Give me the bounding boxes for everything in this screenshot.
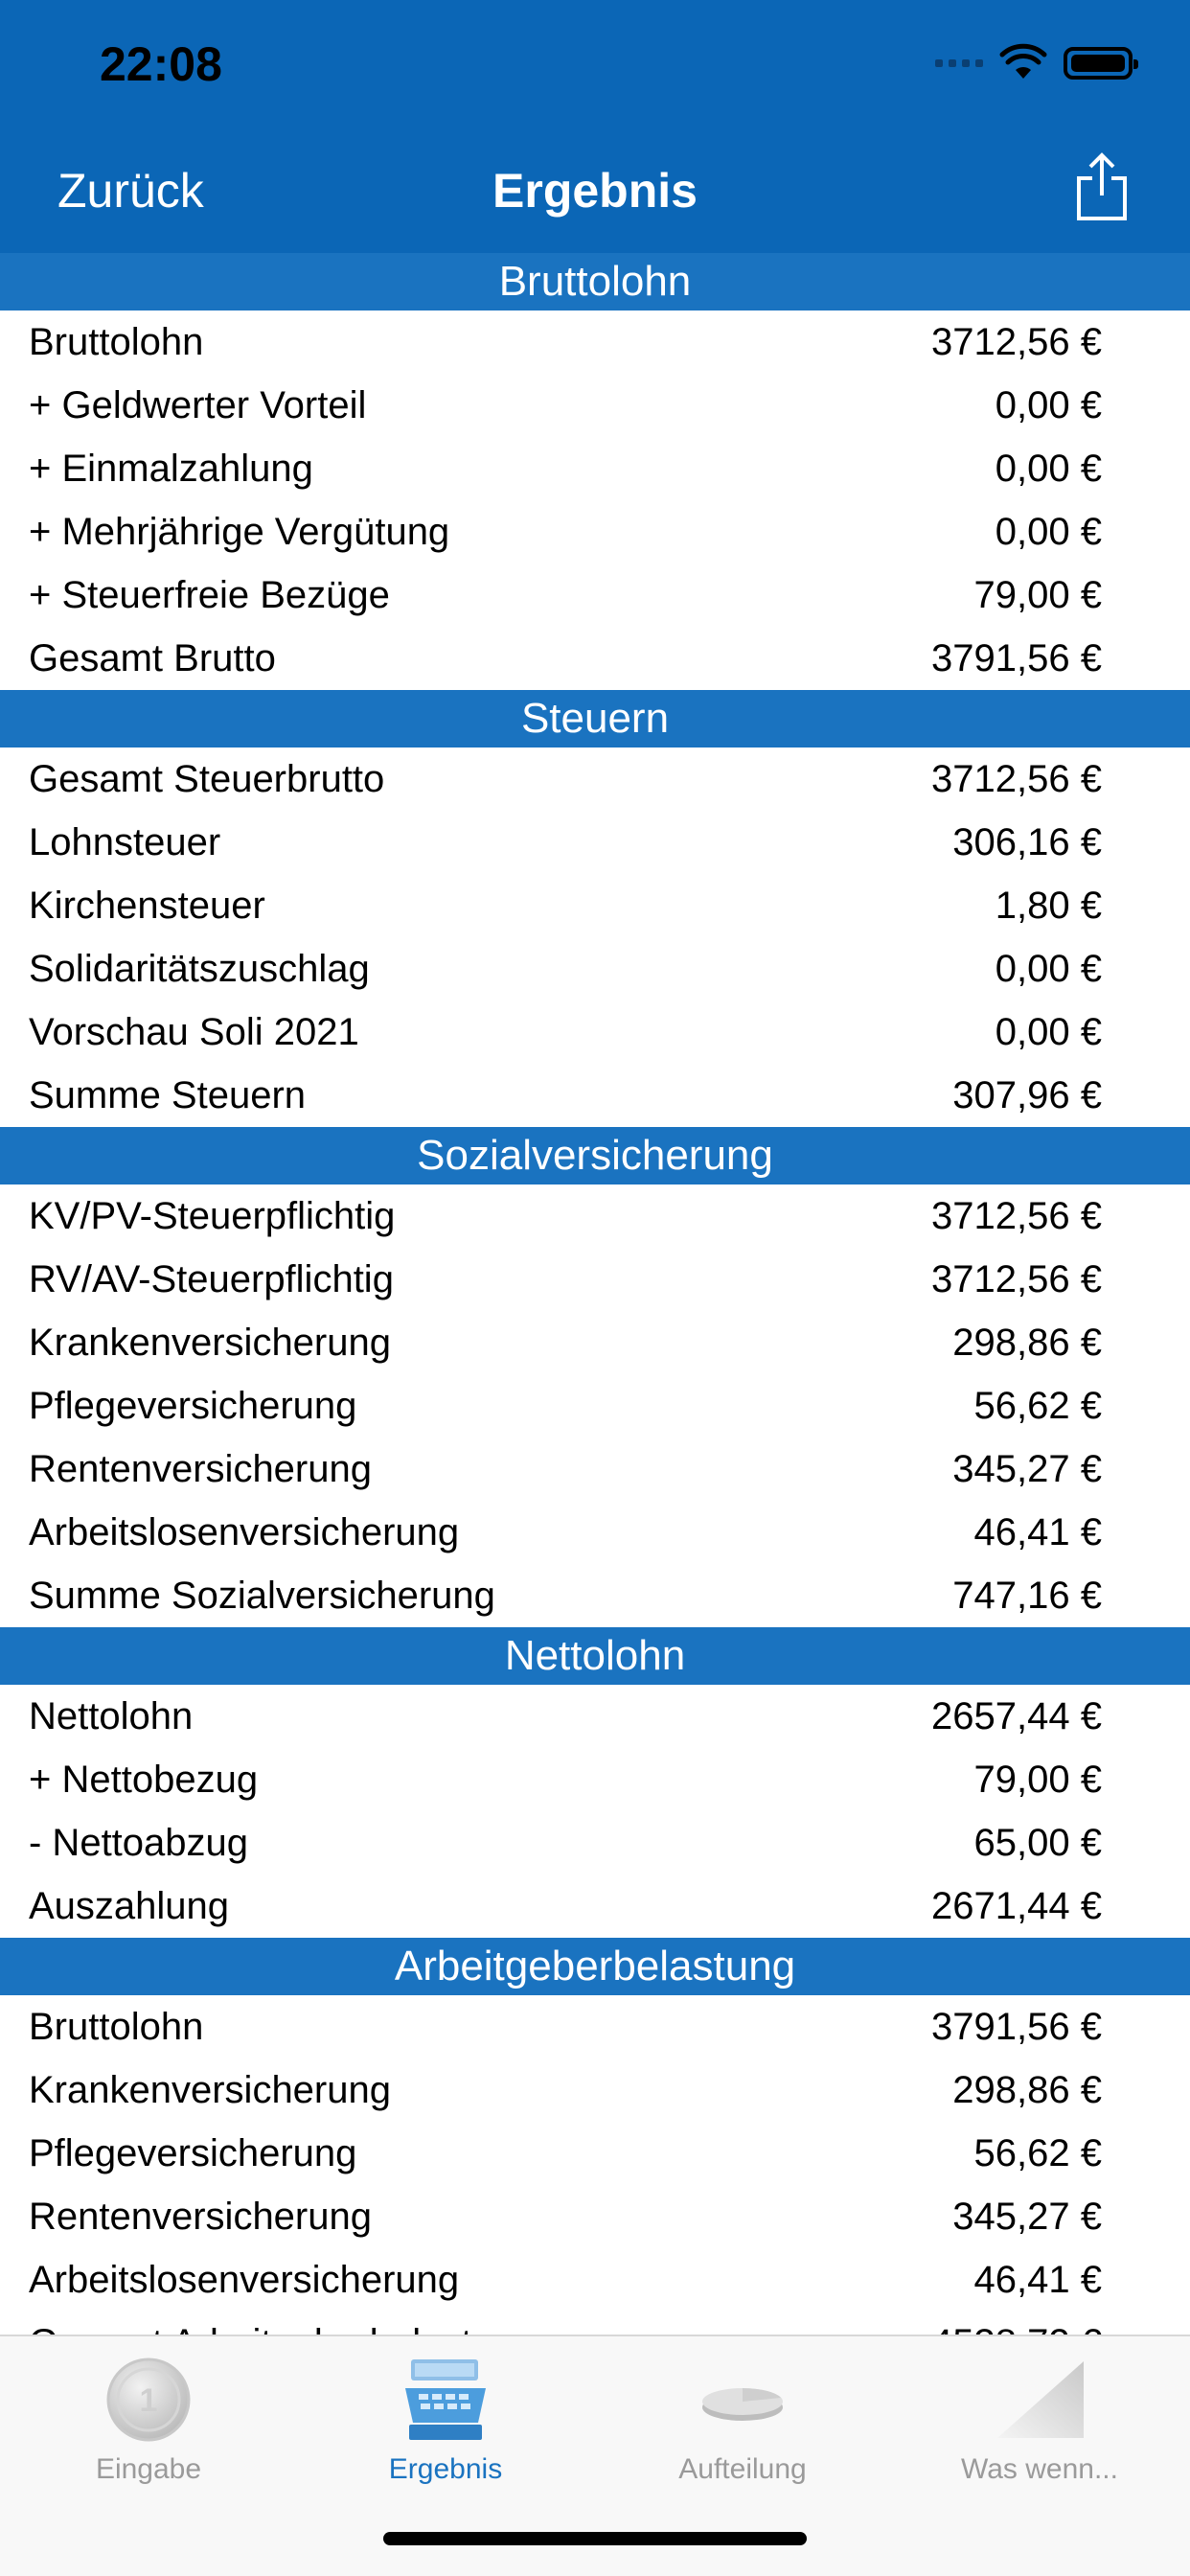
row-label: + Steuerfreie Bezüge (29, 573, 390, 616)
section-arbeitgeberbelastung (0, 1938, 1190, 2375)
tab-label: Aufteilung (678, 2453, 807, 2485)
cash-register-icon (398, 2354, 493, 2446)
row-label: Gesamt Brutto (29, 636, 276, 679)
section-header: Nettolohn (0, 1627, 1190, 1685)
section-header: Sozialversicherung (0, 1127, 1190, 1184)
list-row (0, 1311, 1190, 1374)
row-label: Gesamt Steuerbrutto (29, 757, 385, 800)
row-value: 3791,56 € (931, 636, 1102, 679)
list-row (0, 1000, 1190, 1064)
row-label: - Nettoabzug (29, 1821, 249, 1864)
list-row (0, 374, 1190, 437)
row-value: 345,27 € (952, 1447, 1102, 1490)
row-value: 3712,56 € (931, 1257, 1102, 1300)
navigation-header (0, 0, 1190, 253)
row-label: Pflegeversicherung (29, 1384, 357, 1427)
wifi-icon (1000, 46, 1046, 80)
row-value: 3791,56 € (931, 2005, 1102, 2048)
row-value: 0,00 € (995, 447, 1102, 490)
list-row (0, 1438, 1190, 1501)
row-label: Kirchensteuer (29, 884, 265, 927)
list-row (0, 500, 1190, 564)
row-label: KV/PV-Steuerpflichtig (29, 1194, 396, 1237)
page-title: Ergebnis (492, 164, 698, 218)
row-value: 306,16 € (952, 820, 1102, 863)
row-label: + Nettobezug (29, 1758, 259, 1801)
list-row (0, 564, 1190, 627)
section-header: Arbeitgeberbelastung (0, 1938, 1190, 1995)
list-row (0, 937, 1190, 1000)
row-value: 79,00 € (973, 573, 1102, 616)
row-label: + Einmalzahlung (29, 447, 313, 490)
list-row (0, 1811, 1190, 1874)
section-bruttolohn (0, 253, 1190, 690)
row-value: 79,00 € (973, 1758, 1102, 1801)
row-label: Nettolohn (29, 1694, 194, 1737)
row-value: 345,27 € (952, 2195, 1102, 2238)
row-label: Summe Steuern (29, 1073, 307, 1116)
list-row (0, 437, 1190, 500)
row-label: Arbeitslosenversicherung (29, 2258, 460, 2301)
section-steuern (0, 690, 1190, 1127)
row-value: 0,00 € (995, 1010, 1102, 1053)
list-row (0, 1064, 1190, 1127)
list-row (0, 811, 1190, 874)
row-label: RV/AV-Steuerpflichtig (29, 1257, 394, 1300)
row-value: 3712,56 € (931, 1194, 1102, 1237)
back-button[interactable]: Zurück (57, 164, 204, 218)
list-row (0, 627, 1190, 690)
row-label: Krankenversicherung (29, 2068, 391, 2111)
list-row (0, 2248, 1190, 2312)
row-value: 0,00 € (995, 383, 1102, 426)
row-value: 3712,56 € (931, 757, 1102, 800)
row-value: 307,96 € (952, 1073, 1102, 1116)
list-row (0, 874, 1190, 937)
tab-aufteilung[interactable] (594, 2346, 891, 2499)
row-label: Solidaritätszuschlag (29, 947, 370, 990)
battery-icon (1064, 47, 1133, 80)
row-label: Arbeitslosenversicherung (29, 1510, 460, 1553)
row-value: 0,00 € (995, 947, 1102, 990)
home-indicator (383, 2532, 807, 2545)
section-header: Bruttolohn (0, 253, 1190, 310)
row-value: 298,86 € (952, 1321, 1102, 1364)
list-row (0, 1501, 1190, 1564)
row-value: 65,00 € (973, 1821, 1102, 1864)
row-label: Bruttolohn (29, 2005, 204, 2048)
tab-was-wenn[interactable] (891, 2346, 1188, 2499)
tab-label: Eingabe (95, 2453, 202, 2485)
tab-eingabe[interactable] (0, 2346, 297, 2499)
result-list[interactable] (0, 253, 1190, 2334)
share-icon[interactable] (1071, 151, 1133, 222)
section-sozialversicherung (0, 1127, 1190, 1627)
list-row (0, 1248, 1190, 1311)
row-value: 747,16 € (952, 1574, 1102, 1617)
row-label: Summe Sozialversicherung (29, 1574, 495, 1617)
tab-label: Ergebnis (388, 2453, 503, 2485)
row-value: 298,86 € (952, 2068, 1102, 2111)
row-label: Rentenversicherung (29, 2195, 372, 2238)
row-label: Krankenversicherung (29, 1321, 391, 1364)
row-value: 2671,44 € (931, 1884, 1102, 1927)
list-row (0, 2122, 1190, 2185)
row-value: 56,62 € (973, 1384, 1102, 1427)
euro-coin-icon (101, 2354, 196, 2446)
row-value: 0,00 € (995, 510, 1102, 553)
pie-chart-icon (695, 2354, 790, 2446)
section-nettolohn (0, 1627, 1190, 1938)
row-label: Pflegeversicherung (29, 2131, 357, 2174)
list-row (0, 1995, 1190, 2058)
list-row (0, 748, 1190, 811)
status-icons (935, 46, 1133, 80)
row-value: 46,41 € (973, 2258, 1102, 2301)
row-label: Lohnsteuer (29, 820, 221, 863)
tab-ergebnis[interactable] (297, 2346, 594, 2499)
list-row (0, 2058, 1190, 2122)
row-value: 1,80 € (995, 884, 1102, 927)
row-label: Bruttolohn (29, 320, 204, 363)
list-row (0, 1374, 1190, 1438)
row-value: 2657,44 € (931, 1694, 1102, 1737)
list-row (0, 1748, 1190, 1811)
list-row (0, 1184, 1190, 1248)
cellular-signal-icon (935, 59, 983, 67)
row-label: + Geldwerter Vorteil (29, 383, 367, 426)
row-label: + Mehrjährige Vergütung (29, 510, 450, 553)
row-value: 3712,56 € (931, 320, 1102, 363)
list-row (0, 1564, 1190, 1627)
row-label: Rentenversicherung (29, 1447, 372, 1490)
row-value: 46,41 € (973, 1510, 1102, 1553)
list-row (0, 2185, 1190, 2248)
tab-label: Was wenn... (961, 2453, 1118, 2485)
list-row (0, 1685, 1190, 1748)
list-row (0, 1874, 1190, 1938)
svg-text:1: 1 (139, 2382, 158, 2419)
row-value: 56,62 € (973, 2131, 1102, 2174)
row-label: Vorschau Soli 2021 (29, 1010, 359, 1053)
section-header: Steuern (0, 690, 1190, 748)
ramp-icon (992, 2354, 1087, 2446)
list-row (0, 310, 1190, 374)
status-time: 22:08 (100, 37, 222, 91)
row-label: Auszahlung (29, 1884, 230, 1927)
